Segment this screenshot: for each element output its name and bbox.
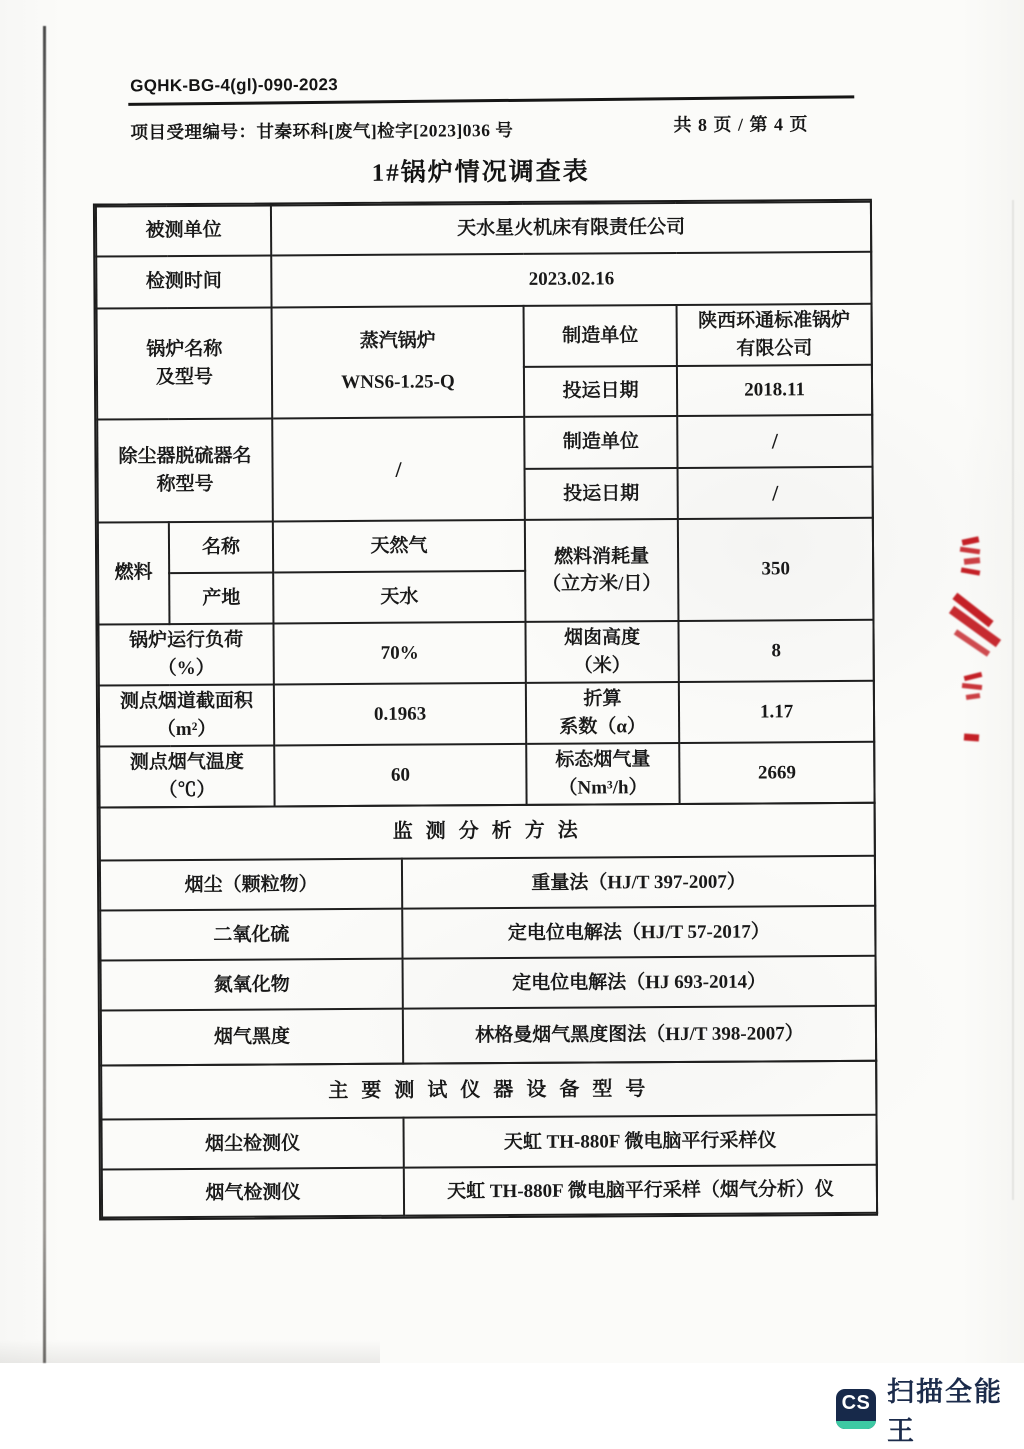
std-flow-line2: （Nm³/h） [558, 777, 648, 799]
flue-temp-value: 60 [274, 744, 526, 807]
fuel-consumption-line1: 燃料消耗量 [554, 545, 650, 568]
method-value: 林格曼烟气黑度图法（HJ/T 398-2007） [403, 1006, 876, 1064]
manufacturer-line1: 陕西环通标准锅炉 [698, 309, 851, 332]
duct-area-value: 0.1963 [274, 683, 526, 746]
methods-table [99, 802, 878, 1067]
dust-device-label-line1: 除尘器脱硫器名 [118, 445, 252, 468]
instrument-param: 烟尘检测仪 [102, 1118, 404, 1170]
stamp-stroke [964, 557, 981, 565]
boiler-name-label-line2: 及型号 [155, 366, 214, 388]
stamp-stroke [964, 733, 979, 741]
camscanner-watermark [836, 1377, 1024, 1446]
flue-temp-line1: 测点烟气温度 [129, 751, 244, 774]
load-value: 70% [273, 622, 525, 685]
fuel-consumption-line2: （立方米/日） [542, 573, 662, 595]
std-flow-value: 2669 [679, 742, 874, 804]
table-row [97, 304, 872, 370]
table-row [98, 518, 873, 574]
load-label-line1: 锅炉运行负荷 [129, 629, 244, 652]
camscanner-icon-accent [836, 1421, 876, 1429]
stack-height-label [525, 621, 678, 683]
table-row [96, 202, 871, 257]
tested-unit-label: 被测单位 [96, 205, 271, 256]
instrument-model: 天虹 TH-880F 微电脑平行采样（烟气分析）仪 [404, 1165, 877, 1216]
stamp-stroke [962, 683, 982, 690]
dust-device-label-line2: 称型号 [156, 473, 214, 495]
red-stamp-fragment [938, 528, 1010, 764]
load-label [98, 624, 273, 686]
camscanner-label: 扫描全能王 [887, 1377, 1003, 1446]
instrument-model: 天虹 TH-880F 微电脑平行采样仪 [403, 1115, 876, 1168]
table-row [96, 252, 871, 309]
table-row [98, 620, 873, 686]
dust-manufacturer-label: 制造单位 [524, 416, 677, 469]
method-param: 氮氧化物 [101, 959, 403, 1011]
page-counter: 共 8 页 / 第 4 页 [673, 114, 809, 136]
camscanner-icon [836, 1389, 876, 1429]
dust-manufacturer-value: / [677, 415, 872, 468]
load-label-line2: （%） [157, 657, 215, 679]
dust-commission-label: 投运日期 [525, 468, 678, 520]
flue-temp-line2: （℃） [158, 779, 216, 801]
page-title: 1#锅炉情况调查表 [371, 158, 590, 187]
fuel-origin-label: 产地 [169, 573, 273, 625]
conversion-line1: 折算 [583, 688, 622, 710]
instrument-param: 烟气检测仪 [102, 1168, 404, 1218]
method-param: 烟气黑度 [101, 1009, 403, 1066]
dust-device-label [97, 419, 273, 523]
stamp-stroke [960, 547, 981, 555]
stamp-stroke [966, 693, 981, 700]
duct-area-label [99, 685, 274, 747]
fuel-name-value: 天然气 [273, 520, 525, 573]
stamp-stroke [961, 567, 981, 575]
fuel-name-label: 名称 [169, 522, 273, 574]
method-param: 二氧化硫 [100, 909, 402, 961]
boiler-info-table [95, 201, 876, 809]
table-row [102, 1115, 877, 1170]
table-row [99, 681, 874, 747]
stamp-stroke [962, 536, 980, 545]
test-date-label: 检测时间 [96, 255, 271, 308]
case-number: 项目受理编号：甘秦环科[废气]检字[2023]036 号 [130, 119, 514, 143]
conversion-line2: 系数（α） [559, 715, 646, 738]
table-row [101, 1006, 876, 1066]
boiler-type-line1: 蒸汽锅炉 [359, 330, 436, 352]
boiler-manufacturer-value [677, 304, 872, 366]
method-value: 重量法（HJ/T 397-2007） [402, 856, 875, 909]
dust-device-value: / [272, 417, 525, 522]
stack-height-line1: 烟囱高度 [564, 627, 641, 649]
conversion-label [526, 682, 679, 744]
stack-height-line2: （米） [573, 654, 631, 677]
fuel-origin-value: 天水 [273, 571, 525, 624]
table-row [101, 956, 876, 1011]
fuel-consumption-label [525, 519, 679, 622]
duct-area-line1: 测点烟道截面积 [119, 690, 254, 713]
std-flow-label [526, 743, 679, 805]
boiler-name-value [272, 306, 525, 419]
table-row [100, 856, 875, 911]
fuel-consumption-value: 350 [678, 518, 874, 621]
dust-commission-value: / [678, 467, 873, 519]
table-row [100, 803, 875, 861]
manufacturer-line2: 有限公司 [736, 337, 813, 360]
boiler-manufacturer-label: 制造单位 [524, 305, 677, 367]
table-row [101, 1061, 876, 1120]
method-value: 定电位电解法（HJ 693-2014） [403, 956, 876, 1009]
duct-area-line2: （m²） [156, 718, 217, 740]
table-row [99, 742, 874, 808]
table-row [100, 906, 875, 961]
table-row [102, 1165, 877, 1218]
method-value: 定电位电解法（HJ/T 57-2017） [402, 906, 875, 959]
boiler-model-line2: WNS6-1.25-Q [341, 370, 455, 393]
camscanner-icon-text: CS [841, 1392, 871, 1414]
table-row [97, 415, 872, 472]
stamp-stroke [964, 672, 983, 681]
survey-table [93, 199, 878, 1221]
flue-temp-label [99, 746, 274, 808]
stack-height-value: 8 [678, 620, 873, 682]
instruments-header: 主 要 测 试 仪 器 设 备 型 号 [101, 1061, 876, 1120]
tested-unit-value: 天水星火机床有限责任公司 [271, 202, 871, 256]
std-flow-line1: 标态烟气量 [555, 749, 651, 772]
boiler-commission-value: 2018.11 [677, 365, 872, 416]
conversion-value: 1.17 [679, 681, 874, 743]
document-number: GQHK-BG-4(gl)-090-2023 [130, 75, 339, 96]
header-rule [128, 95, 854, 106]
boiler-name-label [97, 307, 273, 419]
instruments-table [100, 1060, 878, 1219]
method-param: 烟尘（颗粒物） [100, 859, 402, 911]
methods-header: 监 测 分 析 方 法 [100, 803, 875, 861]
test-date-value: 2023.02.16 [271, 252, 871, 308]
fuel-label: 燃料 [98, 522, 170, 624]
boiler-name-label-line1: 锅炉名称 [146, 338, 223, 361]
boiler-commission-label: 投运日期 [524, 366, 677, 417]
